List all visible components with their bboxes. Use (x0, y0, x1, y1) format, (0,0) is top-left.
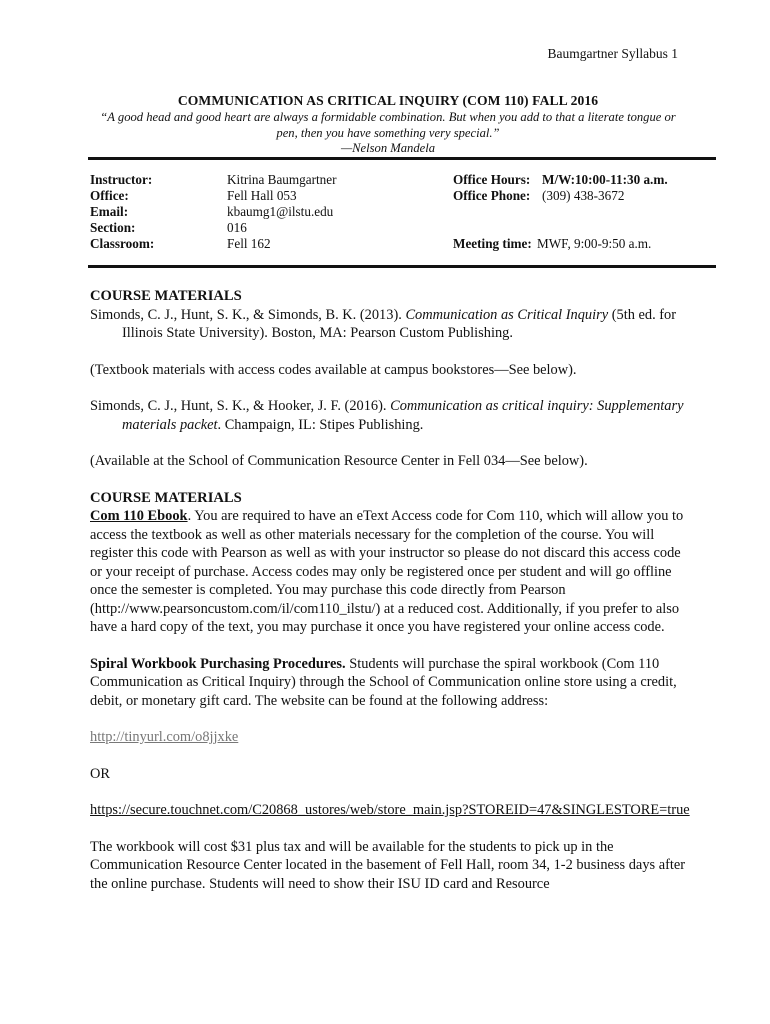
quote-line-1: “A good head and good heart are always a formidable combination. But when you add to that a literate tongue or (100, 110, 676, 124)
course-title: COMMUNICATION AS CRITICAL INQUIRY (COM 110) FALL 2016 (177, 93, 599, 108)
ebook-paragraph: Com 110 Ebook. You are required to have an eText Access code for Com 110, which will allow you to access the textbook as well as other materials necessary for the completion of the course. You will register this code with Pearson as well as with your instructor so please do not discard this access code or your receipt of purchase. Access codes may only be registered once per student and will go offline once the semester is completed. You may purchase this code directly from Pearson (http://www.pearsoncustom.com/il/com110_ilstu/) at a reduced cost. Additionally, if you prefer to also have a hard copy of the text, you may purchase it once you have registered your online access code. (90, 508, 684, 635)
spiral-workbook-paragraph: Spiral Workbook Purchasing Procedures. Students will purchase the spiral workbook (Com 110 Communication as Critical Inquiry) through the School of Communication online store using a credit, debit, or monetary gift card. The website can be found at the following address: (90, 655, 677, 709)
epigraph-quote (90, 110, 686, 157)
course-materials-heading: COURSE MATERIALS (90, 288, 242, 304)
spiral-workbook-label: Spiral Workbook Purchasing Procedures. (90, 655, 346, 672)
office-value: Fell Hall 053 (227, 188, 297, 203)
textbook-reference-2: Simonds, C. J., Hunt, S. K., & Hooker, J. F. (2016). Communication as critical inquiry: Supplementary materials packet. Champaign, IL: Stipes Publishing. (90, 398, 684, 433)
meeting-time-value: MWF, 9:00-9:50 a.m. (537, 236, 652, 251)
email-label: Email: (90, 204, 129, 219)
info-row-section (90, 220, 710, 236)
office-hours-value: M/W:10:00-11:30 a.m. (542, 172, 668, 187)
bottom-divider (88, 265, 716, 268)
touchnet-store-link[interactable]: https://secure.touchnet.com/C20868_ustores/web/store_main.jsp?STOREID=47&SINGLESTORE=true (90, 802, 690, 818)
office-hours-label: Office Hours: (453, 172, 531, 187)
office-label: Office: (90, 188, 129, 203)
classroom-label: Classroom: (90, 236, 155, 251)
instructor-value: Kitrina Baumgartner (227, 172, 337, 187)
workbook-pickup-paragraph: The workbook will cost $31 plus tax and will be available for the students to pick up in the Communication Resource Center located in the basement of Fell Hall, room 34, 1-2 business days after the online purchase. Students will need to show their ISU ID card and Resource (90, 838, 686, 892)
meeting-time-label: Meeting time: (453, 236, 532, 251)
classroom-value: Fell 162 (227, 236, 271, 251)
textbook-reference-1: Simonds, C. J., Hunt, S. K., & Simonds, B. K. (2013). Communication as Critical Inquiry (5th ed. for Illinois State University). Boston, MA: Pearson Custom Publishing. (90, 306, 677, 341)
info-row-office (90, 188, 710, 204)
quote-author: —Nelson Mandela (340, 141, 436, 155)
ebook-label: Com 110 Ebook (90, 508, 188, 524)
office-phone-value: (309) 438-3672 (542, 188, 625, 203)
top-divider (88, 157, 716, 160)
syllabus-body (90, 287, 690, 893)
office-phone-label: Office Phone: (453, 188, 531, 203)
textbook-note-2: (Available at the School of Communication Resource Center in Fell 034—See below). (90, 453, 588, 469)
course-materials-heading-2: COURSE MATERIALS (90, 489, 242, 506)
section-value: 016 (227, 220, 247, 235)
quote-line-2: pen, then you have something very special.” (276, 125, 500, 140)
instructor-label: Instructor: (90, 172, 153, 187)
section-label: Section: (90, 220, 136, 235)
or-separator: OR (90, 765, 110, 782)
info-row-classroom (90, 236, 710, 252)
running-header: Baumgartner Syllabus 1 (547, 46, 678, 61)
info-row-instructor (90, 172, 710, 188)
email-value[interactable]: kbaumg1@ilstu.edu (227, 204, 334, 219)
info-row-email (90, 204, 710, 220)
textbook-note-1: (Textbook materials with access codes available at campus bookstores—See below). (90, 361, 577, 378)
tinyurl-link[interactable]: http://tinyurl.com/o8jjxke (90, 729, 239, 745)
